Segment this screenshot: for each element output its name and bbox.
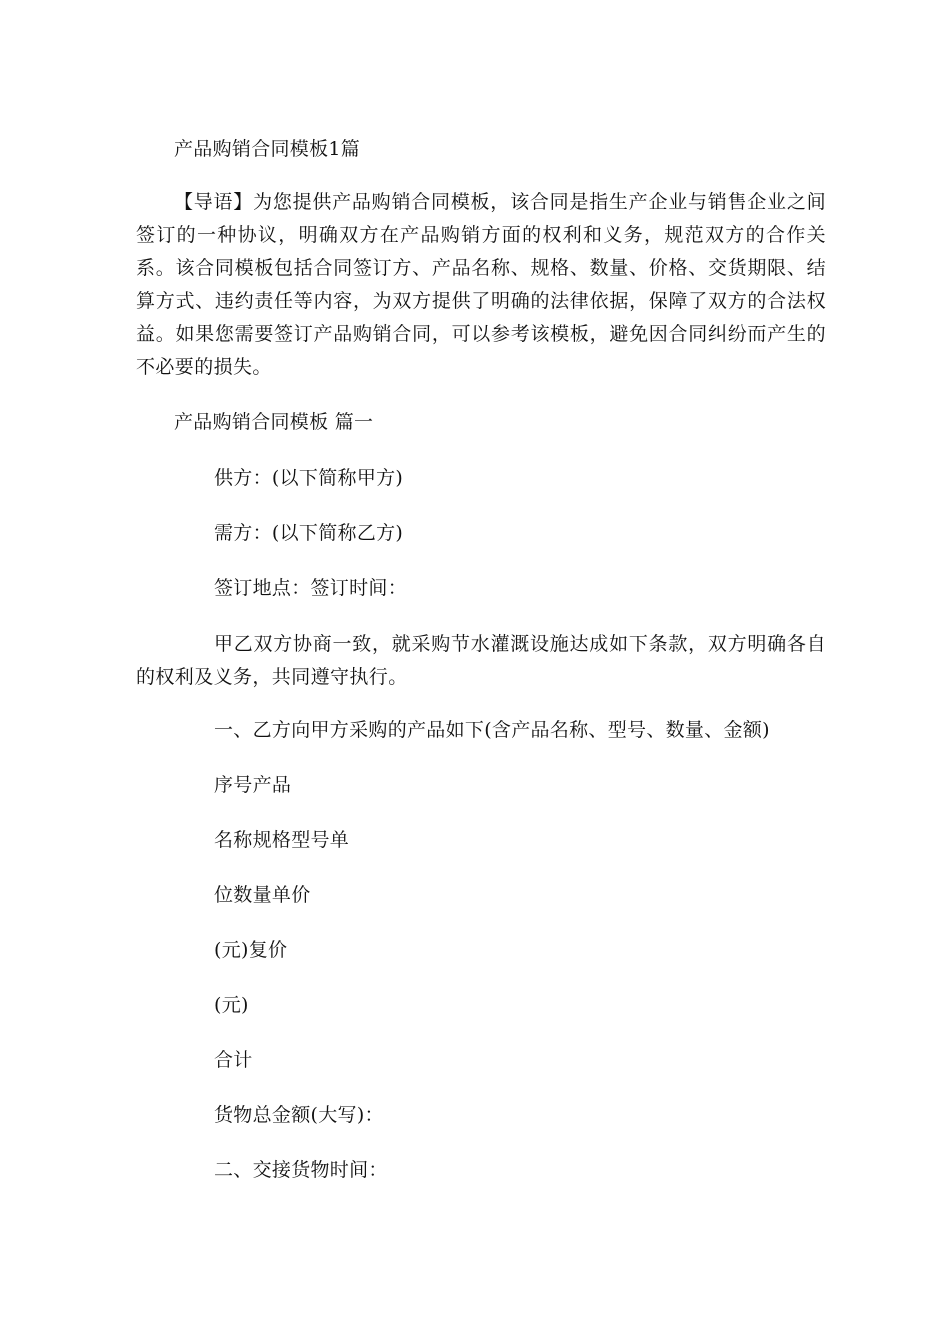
clause-2: 二、交接货物时间：: [214, 1159, 388, 1181]
table-line: 合计: [214, 1049, 253, 1071]
section-heading: 产品购销合同模板 篇一: [174, 411, 374, 433]
document-title: 产品购销合同模板1篇: [174, 138, 361, 160]
buyer-line: 需方：(以下简称乙方): [214, 522, 404, 544]
signing-line: 签订地点：签订时间：: [214, 577, 408, 599]
intro-paragraph: 【导语】为您提供产品购销合同模板，该合同是指生产企业与销售企业之间签订的一种协议，明确双方在产品购销方面的权利和义务，规范双方的合作关系。该合同模板包括合同签订方、产品名称、规格、数量、价格、交货期限、结算方式、违约责任等内容，为双方提供了明确的法律依据，保障了双方的合法权益。如果您需要签订产品购销合同，可以参考该模板，避免因合同纠纷而产生的不必要的损失。: [136, 191, 826, 378]
table-line: (元)复价: [214, 939, 288, 961]
table-line: 名称规格型号单: [214, 829, 350, 851]
table-line: (元): [214, 994, 249, 1016]
clause-1: 一、乙方向甲方采购的产品如下(含产品名称、型号、数量、金额): [214, 719, 770, 741]
table-line: 序号产品: [214, 774, 292, 796]
agreement-paragraph: 甲乙双方协商一致，就采购节水灌溉设施达成如下条款，双方明确各自的权利及义务，共同遵守执行。: [136, 633, 826, 688]
table-line: 位数量单价: [214, 884, 311, 906]
total-amount-line: 货物总金额(大写)：: [214, 1104, 384, 1126]
supplier-line: 供方：(以下简称甲方): [214, 467, 404, 489]
